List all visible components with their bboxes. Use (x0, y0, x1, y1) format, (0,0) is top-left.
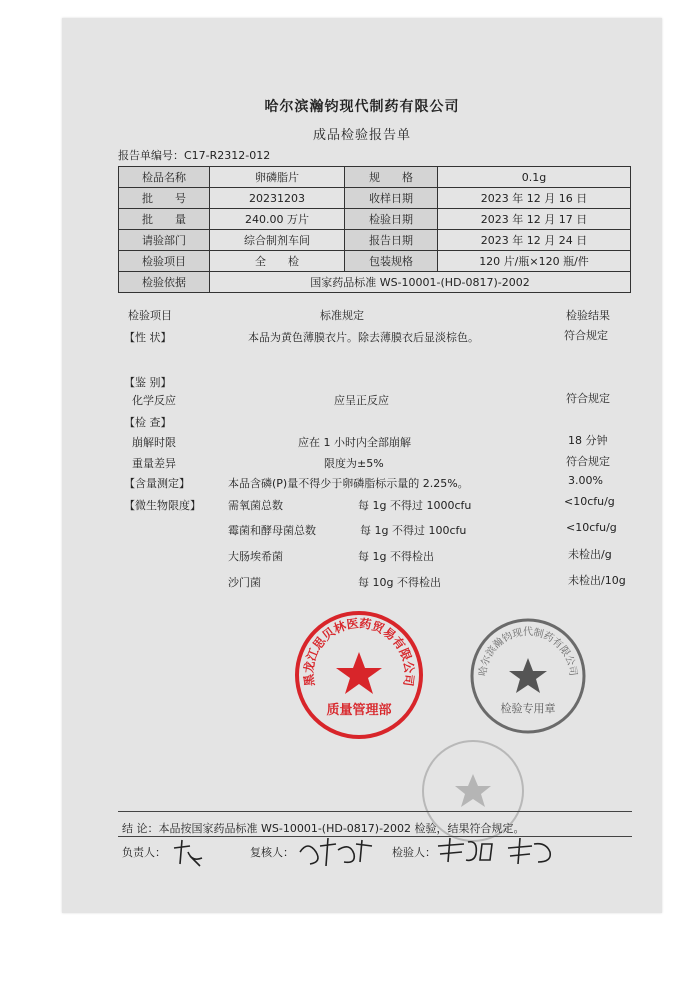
item-aerobic: 需氧菌总数 (228, 499, 283, 512)
cat-micro: 【微生物限度】 (124, 499, 201, 512)
spec-value: 0.1g (438, 167, 631, 188)
received-value: 2023 年 12 月 16 日 (438, 188, 631, 209)
inspector-label: 检验人： (392, 846, 436, 859)
conclusion: 结 论：本品按国家药品标准 WS-10001-(HD-0817)-2002 检验，结果符合规定。 (122, 822, 525, 835)
info-table (118, 166, 631, 293)
inspection-stamp (468, 616, 588, 736)
std-disint: 应在 1 小时内全部崩解 (298, 436, 411, 449)
res-ecoli: 未检出/g (568, 548, 612, 561)
cat-assay: 【含量测定】 (124, 477, 190, 490)
dept-value: 综合制剂车间 (210, 230, 345, 251)
reviewer-label: 复核人： (250, 846, 294, 859)
qty-value: 240.00 万片 (210, 209, 345, 230)
item-salmonella: 沙门菌 (228, 576, 261, 589)
report-sheet (62, 18, 662, 913)
std-salmonella: 每 10g 不得检出 (358, 576, 441, 589)
report-number-value: C17-R2312-012 (184, 149, 271, 162)
pack-value: 120 片/瓶×120 瓶/件 (438, 251, 631, 272)
batch-value: 20231203 (210, 188, 345, 209)
spec-label: 规 格 (345, 167, 438, 188)
info-row (119, 272, 631, 293)
star-icon (336, 652, 382, 694)
responsible-signature (170, 836, 206, 870)
red-stamp-inner-text: 质量管理部 (326, 703, 392, 718)
report-date-label: 报告日期 (345, 230, 438, 251)
quality-dept-stamp (294, 610, 424, 740)
divider-line (118, 811, 632, 812)
item-value: 全 检 (210, 251, 345, 272)
res-assay: 3.00% (568, 474, 603, 487)
std-chem: 应呈正反应 (334, 394, 389, 407)
grey-stamp-outer-text: 哈尔滨瀚钧现代制药有限公司 (477, 627, 579, 677)
report-date-value: 2023 年 12 月 24 日 (438, 230, 631, 251)
inspect-date-value: 2023 年 12 月 17 日 (438, 209, 631, 230)
info-row (119, 209, 631, 230)
dept-label: 请验部门 (119, 230, 210, 251)
cat-appearance: 【性 状】 (124, 331, 172, 344)
star-icon (509, 658, 547, 693)
report-title: 成品检验报告单 (312, 128, 411, 143)
batch-label: 批 号 (119, 188, 210, 209)
report-number-label: 报告单编号： (118, 149, 184, 162)
grey-stamp-inner-text: 检验专用章 (500, 702, 556, 715)
item-ecoli: 大肠埃希菌 (228, 550, 283, 563)
info-row (119, 167, 631, 188)
item-weight: 重量差异 (132, 457, 176, 470)
inspect-date-label: 检验日期 (345, 209, 438, 230)
product-label: 检品名称 (119, 167, 210, 188)
res-mold: <10cfu/g (566, 521, 617, 534)
res-salmonella: 未检出/10g (568, 574, 626, 587)
report-number (118, 147, 270, 163)
item-chem: 化学反应 (132, 394, 176, 407)
qty-label: 批 量 (119, 209, 210, 230)
info-row (119, 251, 631, 272)
inspector-signatures (434, 832, 558, 870)
std-appearance: 本品为黄色薄膜衣片。除去薄膜衣后显淡棕色。 (248, 331, 479, 344)
item-disint: 崩解时限 (132, 436, 176, 449)
std-assay: 本品含磷(P)量不得少于卵磷脂标示量的 2.25%。 (228, 477, 469, 490)
res-chem: 符合规定 (566, 392, 610, 405)
res-aerobic: <10cfu/g (564, 495, 615, 508)
res-disint: 18 分钟 (568, 434, 608, 447)
std-ecoli: 每 1g 不得检出 (358, 550, 434, 563)
item-label: 检验项目 (119, 251, 210, 272)
received-label: 收样日期 (345, 188, 438, 209)
product-value: 卵磷脂片 (210, 167, 345, 188)
red-stamp-outer-text: 黑龙江思贝林医药贸易有限公司 (301, 616, 417, 688)
info-row (119, 230, 631, 251)
col-header-item: 检验项目 (128, 309, 172, 322)
item-mold: 霉菌和酵母菌总数 (228, 524, 316, 537)
std-aerobic: 每 1g 不得过 1000cfu (358, 499, 472, 512)
std-weight: 限度为±5% (324, 457, 384, 470)
cat-check: 【检 查】 (124, 416, 172, 429)
res-appearance: 符合规定 (564, 329, 608, 342)
info-row (119, 188, 631, 209)
pack-label: 包装规格 (345, 251, 438, 272)
company-name: 哈尔滨瀚钧现代制药有限公司 (264, 99, 460, 115)
res-weight: 符合规定 (566, 455, 610, 468)
col-header-standard: 标准规定 (320, 309, 364, 322)
reviewer-signature (296, 832, 378, 870)
basis-label: 检验依据 (119, 272, 210, 293)
basis-value: 国家药品标准 WS-10001-(HD-0817)-2002 (210, 272, 631, 293)
responsible-label: 负责人： (122, 846, 166, 859)
std-mold: 每 1g 不得过 100cfu (360, 524, 467, 537)
col-header-result: 检验结果 (566, 309, 610, 322)
cat-identification: 【鉴 别】 (124, 376, 172, 389)
